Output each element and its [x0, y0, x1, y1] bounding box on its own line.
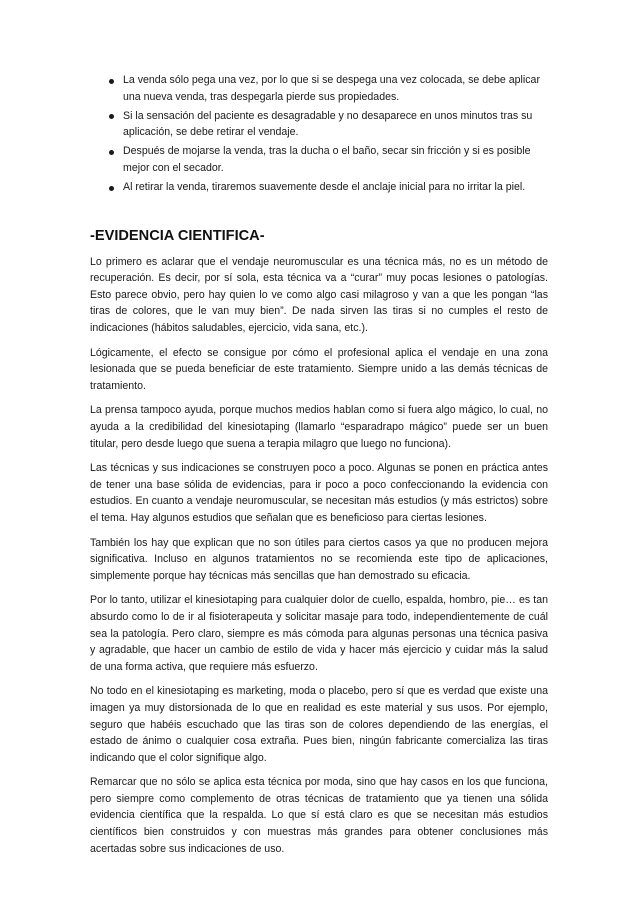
bullet-item — [90, 179, 548, 196]
bullet-dot-icon — [109, 186, 114, 191]
bullet-item — [90, 72, 548, 105]
body-paragraph: También los hay que explican que no son útiles para ciertos casos ya que no producen mejora significativa. Incluso en algunos tratamientos no se recomienda este tipo de aplicaciones, simplemente porque hay técnicas más sencillas que han demostrado su eficacia. — [90, 536, 548, 582]
bullet-dot-icon — [109, 114, 114, 119]
bullet-dot-icon — [109, 150, 114, 155]
body-paragraph: Remarcar que no sólo se aplica esta técnica por moda, sino que hay casos en los que funciona, pero siempre como complemento de otras técnicas de tratamiento que ya tienen una sólida evidencia científica que la respalda. Lo que sí está claro es que se necesitan más estudios científicos bien construidos y con muestras más grandes para obtener conclusiones más acertadas sobre sus indicaciones de uso. — [90, 776, 548, 855]
body-paragraph: Lo primero es aclarar que el vendaje neuromuscular es una técnica más, no es un método de recuperación. Es decir, por sí sola, esta técnica va a “curar” muy pocas lesiones o patologías. Esto parece obvio, pero hay quien lo ve como algo casi milagroso y van a que les pongan “las tiras de colores, que le van muy bien”. De nada sirven las tiras si no cumples el resto de indicaciones (hábitos saludables, ejercicio, vida sana, etc.). — [90, 255, 548, 335]
body-paragraph: Por lo tanto, utilizar el kinesiotaping para cualquier dolor de cuello, espalda, hombro, pie… es tan absurdo como lo de ir al fisioterapeuta y solicitar masaje para todo, independientemente de cuál sea la patología. Pero claro, siempre es más cómoda para algunas personas una técnica pasiva y agradable, que hacer un cambio de estilo de vida y hacer más ejercicio y cuidar más la salud de una forma activa, que requiere más esfuerzo. — [90, 594, 548, 673]
bullet-text: La venda sólo pega una vez, por lo que si se despega una vez colocada, se debe aplicar una nueva venda, tras despegarla pierde sus propiedades. — [123, 74, 540, 103]
bullet-text: Si la sensación del paciente es desagradable y no desaparece en unos minutos tras su aplicación, se debe retirar el vendaje. — [123, 109, 533, 139]
bullet-item — [90, 143, 548, 176]
section-heading: -EVIDENCIA CIENTIFICA- — [90, 227, 265, 244]
bullet-text: Al retirar la venda, tiraremos suavemente desde el anclaje inicial para no irritar la piel. — [123, 181, 526, 194]
document-page — [90, 72, 548, 865]
bullet-item — [90, 108, 548, 141]
precautions-bullet-list — [90, 72, 548, 196]
body-paragraph: Las técnicas y sus indicaciones se construyen poco a poco. Algunas se ponen en práctica antes de tener una base sólida de evidencias, para ir poco a poco confeccionando la evidencia con estudios. En cuanto a vendaje neuromuscular, se necesitan más estudios (y más estrictos) sobre el tema. Hay algunos estudios que señalan que es beneficioso para ciertas lesiones. — [90, 462, 548, 524]
body-paragraph: Lógicamente, el efecto se consigue por cómo el profesional aplica el vendaje en una zona lesionada que se pueda beneficiar de este tratamiento. Siempre unido a las demás técnicas de tratamiento. — [90, 346, 548, 392]
bullet-text: Después de mojarse la venda, tras la ducha o el baño, secar sin fricción y si es posible mejor con el secador. — [123, 145, 531, 174]
body-paragraph: No todo en el kinesiotaping es marketing, moda o placebo, pero sí que es verdad que existe una imagen ya muy distorsionada de lo que en realidad es este material y sus usos. Por ejemplo, seguro que habéis escuchado que las tiras son de colores dependiendo de las energías, el estado de ánimo o cualquier cosa extraña. Pues bien, ningún fabricante comercializa las tiras indicando que el color signifique algo. — [90, 685, 548, 764]
bullet-dot-icon — [109, 79, 114, 84]
body-paragraph: La prensa tampoco ayuda, porque muchos medios hablan como si fuera algo mágico, lo cual, no ayuda a la credibilidad del kinesiotaping (llamarlo “esparadrapo mágico” puede ser un buen titular, pero desde luego que suena a terapia milagro que luego no funciona). — [90, 404, 548, 450]
